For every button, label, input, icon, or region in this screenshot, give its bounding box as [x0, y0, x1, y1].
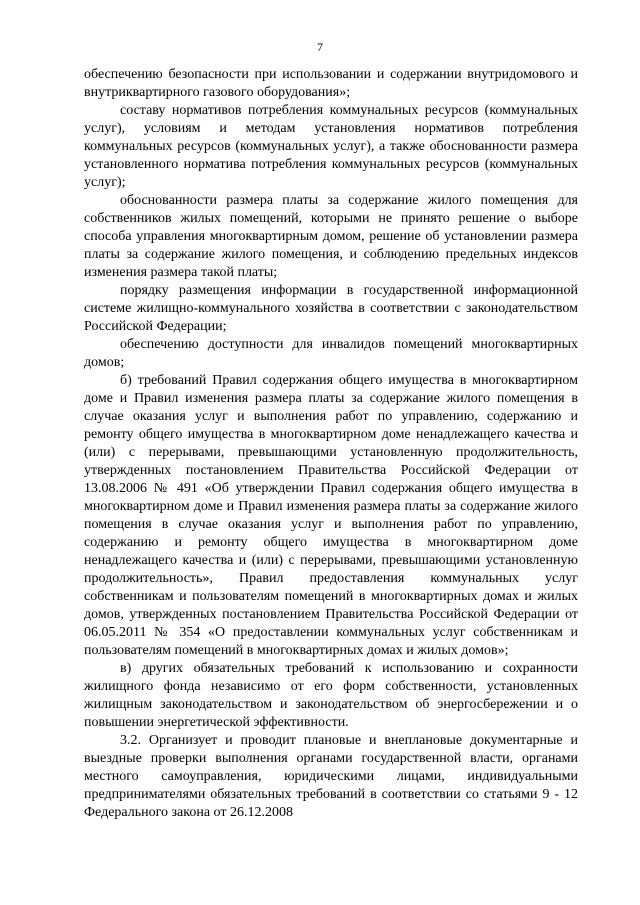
paragraph-b-common-property-rules: б) требований Правил содержания общего имущества в многоквартирном доме и Правил изменения размера платы за содержание жилого помещения в случае оказания услуг и выполнения работ по управлению, содержанию и ремонту общего имущества в многоквартирном доме ненадлежащего качества и (или) с перерывами, превышающими установленную продолжительность, утвержденных постановлением Правительства Российской Федерации от 13.08.2006 № 491 «Об утверждении Правил содержания общего имущества в многоквартирном доме и Правил изменения размера платы за содержание жилого помещения в случае оказания услуг и выполнения работ по управлению, содержанию и ремонту общего имущества в многоквартирном доме ненадлежащего качества и (или) с перерывами, превышающими установленную продолжительность», Правил предоставления коммунальных услуг собственникам и пользователям помещений в многоквартирных домах и жилых домов, утвержденных постановлением Правительства Российской Федерации от 06.05.2011 № 354 «О предоставлении коммунальных услуг собственникам и пользователям помещений в многоквартирных домах и жилых домов»; — [84, 373, 578, 658]
paragraph-gis-housing-info: порядку размещения информации в государственной информационной системе жилищно-коммунального хозяйства в соответствии с законодательством Российской Федерации; — [84, 283, 578, 334]
paragraph-housing-fee-validity: обоснованности размера платы за содержание жилого помещения для собственников жилых помещений, которыми не принято решение о выборе способа управления многоквартирным домом, решение об установлении размера платы за содержание жилого помещения, и соблюдению предельных индексов изменения размера такой платы; — [84, 193, 578, 280]
paragraph-disability-access: обеспечению доступности для инвалидов помещений многоквартирных домов; — [84, 337, 578, 370]
document-body — [84, 66, 578, 822]
paragraph-consumption-standards: составу нормативов потребления коммунальных ресурсов (коммунальных услуг), условиям и методам установления нормативов потребления коммунальных ресурсов (коммунальных услуг), а также обоснованности размера установленного норматива потребления коммунальных ресурсов (коммунальных услуг); — [84, 103, 578, 190]
paragraph-v-other-requirements: в) других обязательных требований к использованию и сохранности жилищного фонда независимо от его форм собственности, установленных жилищным законодательством и законодательством об энергосбережении и о повышении энергетической эффективности. — [84, 661, 578, 730]
page-number: 7 — [317, 40, 323, 54]
paragraph-3-2-inspections: 3.2. Организует и проводит плановые и внеплановые документарные и выездные проверки выполнения органами государственной власти, органами местного самоуправления, юридическими лицами, индивидуальными предпринимателями обязательных требований в соответствии со статьями 9 - 12 Федерального закона от 26.12.2008 — [84, 733, 578, 820]
paragraph-gas-equipment-safety: обеспечению безопасности при использовании и содержании внутридомового и внутриквартирного газового оборудования»; — [84, 67, 578, 100]
